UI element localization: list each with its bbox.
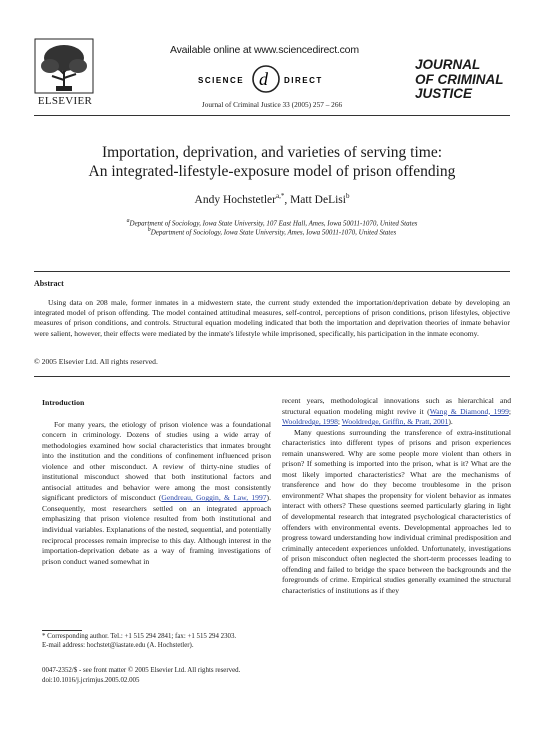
affiliation-marker: a bbox=[126, 218, 130, 224]
citation-separator: ; bbox=[508, 406, 511, 416]
citation-separator: ; bbox=[337, 417, 342, 427]
body-paragraph bbox=[282, 396, 511, 428]
citation-link[interactable]: Gendreau, Goggin, & Law, 1997 bbox=[161, 493, 267, 503]
citation-link[interactable]: Wooldredge, Griffin, & Pratt, 2001 bbox=[341, 417, 449, 427]
corresponding-author-note: * Corresponding author. Tel.: +1 515 294 2841; fax: +1 515 294 2303. bbox=[42, 633, 237, 640]
issn-line: 0047-2352/$ - see front matter © 2005 Elsevier Ltd. All rights reserved. bbox=[42, 667, 241, 674]
abstract-heading: Abstract bbox=[34, 279, 64, 288]
paragraph-text: ). bbox=[448, 417, 453, 427]
paragraph-text: ). Consequently, most researchers settled on an integrated approach emphasizing that prison violence resulted from both institutional and individual variables. Explanations of the nested, sequential, and potentially reciprocal processes remain imprecise to this day. Although interest in the importation-deprivation debate as a way of framing investigations of prison conduct waned somewhat in bbox=[42, 493, 271, 566]
affiliation-text: Department of Sociology, Iowa State University, 107 East Hall, Ames, Iowa 50011-1070, United States bbox=[129, 219, 418, 228]
title-line: An integrated-lifestyle-exposure model of prison offending bbox=[88, 163, 456, 180]
author-list bbox=[40, 192, 504, 206]
front-matter bbox=[42, 666, 282, 686]
publisher-name: ELSEVIER bbox=[37, 95, 93, 107]
author-affiliation-marker[interactable]: b bbox=[345, 192, 350, 200]
title-line: Importation, deprivation, and varieties of serving time: bbox=[101, 144, 443, 161]
body-paragraph: Many questions surrounding the transference of extra-institutional characteristics into different types of prisons and prison experiences remain unanswered. Why are some people more violent than others in prison? If something is imported into the prison, what is it? What are the most likely imported characteristics? What are the mechanisms of transference and how do they become troublesome in the prison environment? What shapes the propensity for violent behavior as inmates interact with others? These questions seemed particularly glaring in light of developmental research that integrated psychological characteristics of offenders with environmental events. Developmental approaches led to progress toward understanding how individual criminal predisposition and criminally antecedent experiences unfolded. Unfortunately, investigations of prison misconduct often neglected the short-term processes leading to offending and failed to bridge the space between the backgrounds and the foregrounds of crime. Empirical studies generally examined the structural characteristics of institutions as if they bbox=[282, 427, 511, 595]
abstract-divider bbox=[34, 271, 510, 272]
footnote-divider bbox=[42, 630, 82, 631]
author-separator: , bbox=[284, 193, 291, 206]
sciencedirect-logo bbox=[198, 64, 348, 94]
journal-name-line: JUSTICE bbox=[415, 86, 473, 101]
left-column bbox=[42, 398, 271, 567]
abstract-copyright: © 2005 Elsevier Ltd. All rights reserved. bbox=[34, 357, 158, 366]
body-divider bbox=[34, 376, 510, 377]
affiliation-text: Department of Sociology, Iowa State University, Ames, Iowa 50011-1070, United States bbox=[150, 228, 397, 237]
doi-line[interactable]: doi:10.1016/j.jcrimjus.2005.02.005 bbox=[42, 677, 140, 684]
journal-name-line: JOURNAL bbox=[415, 57, 481, 72]
header-divider bbox=[34, 115, 510, 116]
author-affiliation-marker[interactable]: a,* bbox=[275, 192, 285, 200]
available-online-text[interactable]: Available online at www.sciencedirect.com bbox=[170, 44, 359, 56]
citation-link[interactable]: Wang & Diamond, 1999 bbox=[429, 406, 509, 416]
sd-logo-right: DIRECT bbox=[284, 76, 323, 85]
sd-logo-left: SCIENCE bbox=[198, 76, 245, 85]
sd-logo-at: d bbox=[259, 69, 268, 89]
body-paragraph bbox=[42, 420, 271, 568]
journal-name-line: OF CRIMINAL bbox=[415, 71, 504, 87]
journal-name bbox=[415, 58, 525, 102]
section-heading: Introduction bbox=[42, 398, 85, 407]
footnote bbox=[42, 632, 271, 651]
author-name[interactable]: Matt DeLisi bbox=[290, 193, 346, 206]
author-name[interactable]: Andy Hochstetler bbox=[194, 193, 276, 206]
affiliation-a bbox=[40, 218, 504, 227]
journal-reference: Journal of Criminal Justice 33 (2005) 257 – 266 bbox=[201, 100, 343, 109]
affiliation-b bbox=[40, 227, 504, 236]
affiliation-marker: b bbox=[147, 227, 151, 233]
abstract-text: Using data on 208 male, former inmates in a midwestern state, the current study extended the importation/deprivation debate by developing an integrated model of prison offending. The model contained attitudinal measures, self-control, perceptions of prison conditions, prison lifestyles, objective measures of prison conditions, and controls. Structural equation modeling indicated that both the importation and deprivation theories of inmate behavior were salient, however, their effects were mediated by the inmate's lifestyle while imprisoned, specifically, his participation in the inmate economy. bbox=[34, 298, 510, 338]
paragraph-text: recent years, methodological innovations such as hierarchical and structural equation modeling might revive it ( bbox=[282, 396, 511, 416]
paragraph-text: For many years, the etiology of prison violence was a foundational concern in criminology. Dozens of studies using a wide array of methodologies examined how social characteristics that inmates brought into the institution and the conditions of confinement influenced prison violence and other misconduct. A review of thirty-nine studies of institutional misconduct showed that both institutional factors and antisocial attitudes and behavior were among the most consistently significant predictors of misconduct ( bbox=[42, 419, 271, 503]
right-column bbox=[282, 396, 511, 596]
email-note[interactable]: E-mail address: hochstet@iastate.edu (A. Hochstetler). bbox=[42, 642, 194, 650]
article-title bbox=[40, 143, 504, 181]
citation-link[interactable]: Wooldredge, 1998 bbox=[282, 417, 338, 427]
